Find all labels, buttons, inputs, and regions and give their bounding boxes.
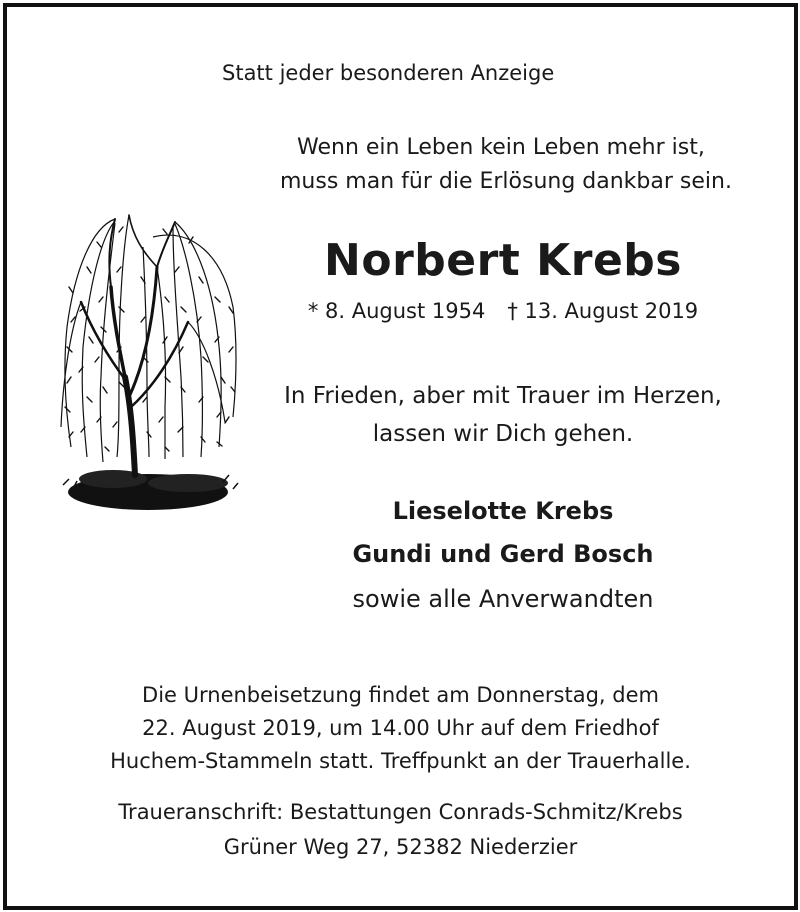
peace-line-1: In Frieden, aber mit Trauer im Herzen, xyxy=(284,383,722,409)
trunk xyxy=(81,215,188,475)
funeral-line-1: Die Urnenbeisetzung findet am Donnerstag, dem xyxy=(142,683,659,707)
obituary-notice xyxy=(3,3,798,910)
mourner-name-2: Gundi und Gerd Bosch xyxy=(352,540,654,568)
funeral-line-2: 22. August 2019, um 14.00 Uhr auf dem Friedhof xyxy=(142,716,659,740)
leaf-texture xyxy=(65,227,235,451)
mourner-name-1: Lieselotte Krebs xyxy=(392,497,614,525)
quote-line-1: Wenn ein Leben kein Leben mehr ist, xyxy=(297,135,705,160)
header-text: Statt jeder besonderen Anzeige xyxy=(222,61,555,85)
peace-line-2: lassen wir Dich gehen. xyxy=(372,421,634,447)
quote-line-2: muss man für die Erlösung dankbar sein. xyxy=(280,169,732,194)
address-line-1: Traueranschrift: Bestattungen Conrads-Schmitz/Krebs xyxy=(118,800,683,824)
weeping-willow-icon xyxy=(53,207,243,517)
ground-shadow xyxy=(63,470,238,510)
funeral-line-3: Huchem-Stammeln statt. Treffpunkt an der Trauerhalle. xyxy=(110,749,691,773)
death-date: † 13. August 2019 xyxy=(507,299,699,323)
birth-date: * 8. August 1954 xyxy=(307,299,486,323)
mourner-relatives: sowie alle Anverwandten xyxy=(352,585,654,613)
deceased-name: Norbert Krebs xyxy=(324,235,682,286)
life-dates xyxy=(243,299,763,323)
address-line-2: Grüner Weg 27, 52382 Niederzier xyxy=(223,835,578,859)
